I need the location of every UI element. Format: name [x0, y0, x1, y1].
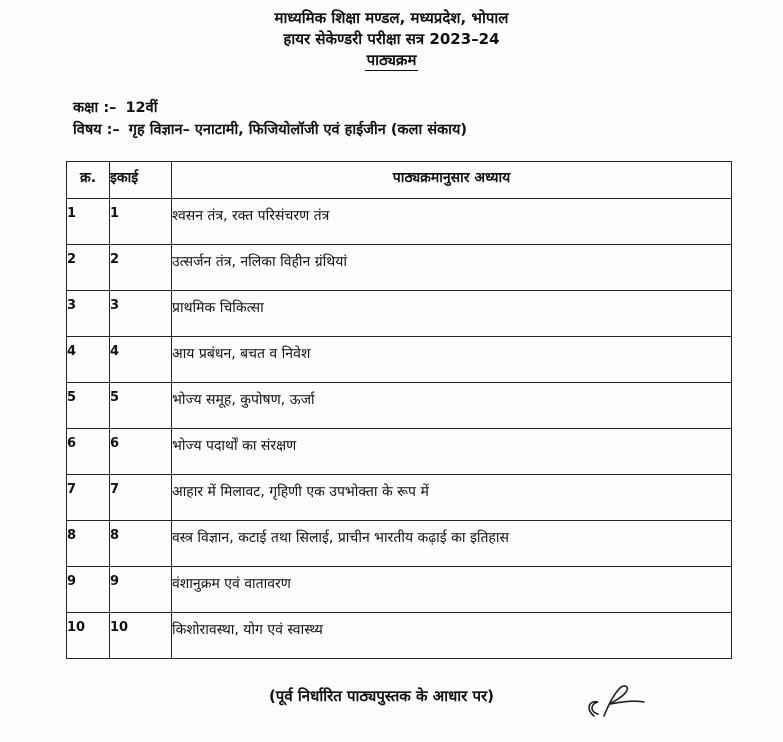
- chapter-cell: भोज्य समूह, कुपोषण, ऊर्जा: [172, 383, 732, 429]
- signature: [580, 680, 650, 729]
- document-header: [0, 8, 783, 71]
- class-value: 12वीं: [125, 100, 158, 116]
- serial-cell: 4: [67, 337, 110, 383]
- exam-session: हायर सेकेण्डरी परीक्षा सत्र 2023–24: [283, 30, 500, 48]
- unit-cell: 5: [110, 383, 172, 429]
- serial-cell: 2: [67, 245, 110, 291]
- table-row: [67, 199, 732, 245]
- table-row: [67, 337, 732, 383]
- serial-cell: 5: [67, 383, 110, 429]
- unit-cell: 1: [110, 199, 172, 245]
- serial-cell: 9: [67, 567, 110, 613]
- chapter-cell: वंशानुक्रम एवं वातावरण: [172, 567, 732, 613]
- footer-note: [0, 686, 783, 706]
- table-row: [67, 429, 732, 475]
- unit-cell: 8: [110, 521, 172, 567]
- table-row: [67, 383, 732, 429]
- serial-cell: 8: [67, 521, 110, 567]
- unit-cell: 2: [110, 245, 172, 291]
- syllabus-title: पाठ्यक्रम: [366, 51, 417, 69]
- board-name: माध्यमिक शिक्षा मण्डल, मध्यप्रदेश, भोपाल: [274, 9, 509, 27]
- table-row: [67, 521, 732, 567]
- unit-cell: 6: [110, 429, 172, 475]
- table-row: [67, 291, 732, 337]
- footer-note-text: (पूर्व निर्धारित पाठ्यपुस्तक के आधार पर): [268, 687, 495, 705]
- unit-cell: 3: [110, 291, 172, 337]
- unit-cell: 9: [110, 567, 172, 613]
- table-row: [67, 613, 732, 659]
- unit-cell: 7: [110, 475, 172, 521]
- serial-cell: 6: [67, 429, 110, 475]
- class-line: [73, 97, 467, 119]
- class-subject-info: [73, 97, 467, 141]
- subject-label: विषय :–: [73, 122, 120, 138]
- serial-cell: 10: [67, 613, 110, 659]
- table-row: [67, 475, 732, 521]
- chapter-cell: आहार में मिलावट, गृहिणी एक उपभोक्ता के रूप में: [172, 475, 732, 521]
- serial-cell: 7: [67, 475, 110, 521]
- unit-cell: 10: [110, 613, 172, 659]
- table-row: [67, 567, 732, 613]
- syllabus-table: [66, 161, 732, 659]
- chapter-cell: किशोरावस्था, योग एवं स्वास्थ्य: [172, 613, 732, 659]
- chapter-cell: उत्सर्जन तंत्र, नलिका विहीन ग्रंथियां: [172, 245, 732, 291]
- header-chapter: पाठ्यक्रमानुसार अध्याय: [172, 162, 732, 199]
- subject-value: गृह विज्ञान– एनाटामी, फिजियोलॉजी एवं हाईजीन (कला संकाय): [128, 122, 467, 138]
- class-label: कक्षा :–: [73, 100, 117, 116]
- serial-cell: 1: [67, 199, 110, 245]
- header-unit: इकाई: [110, 162, 172, 199]
- header-serial: क्र.: [67, 162, 110, 199]
- chapter-cell: भोज्य पदार्थों का संरक्षण: [172, 429, 732, 475]
- serial-cell: 3: [67, 291, 110, 337]
- unit-cell: 4: [110, 337, 172, 383]
- chapter-cell: वस्त्र विज्ञान, कटाई तथा सिलाई, प्राचीन भारतीय कढ़ाई का इतिहास: [172, 521, 732, 567]
- chapter-cell: श्वसन तंत्र, रक्त परिसंचरण तंत्र: [172, 199, 732, 245]
- table-header-row: [67, 162, 732, 199]
- chapter-cell: प्राथमिक चिकित्सा: [172, 291, 732, 337]
- chapter-cell: आय प्रबंधन, बचत व निवेश: [172, 337, 732, 383]
- table-row: [67, 245, 732, 291]
- subject-line: [73, 119, 467, 141]
